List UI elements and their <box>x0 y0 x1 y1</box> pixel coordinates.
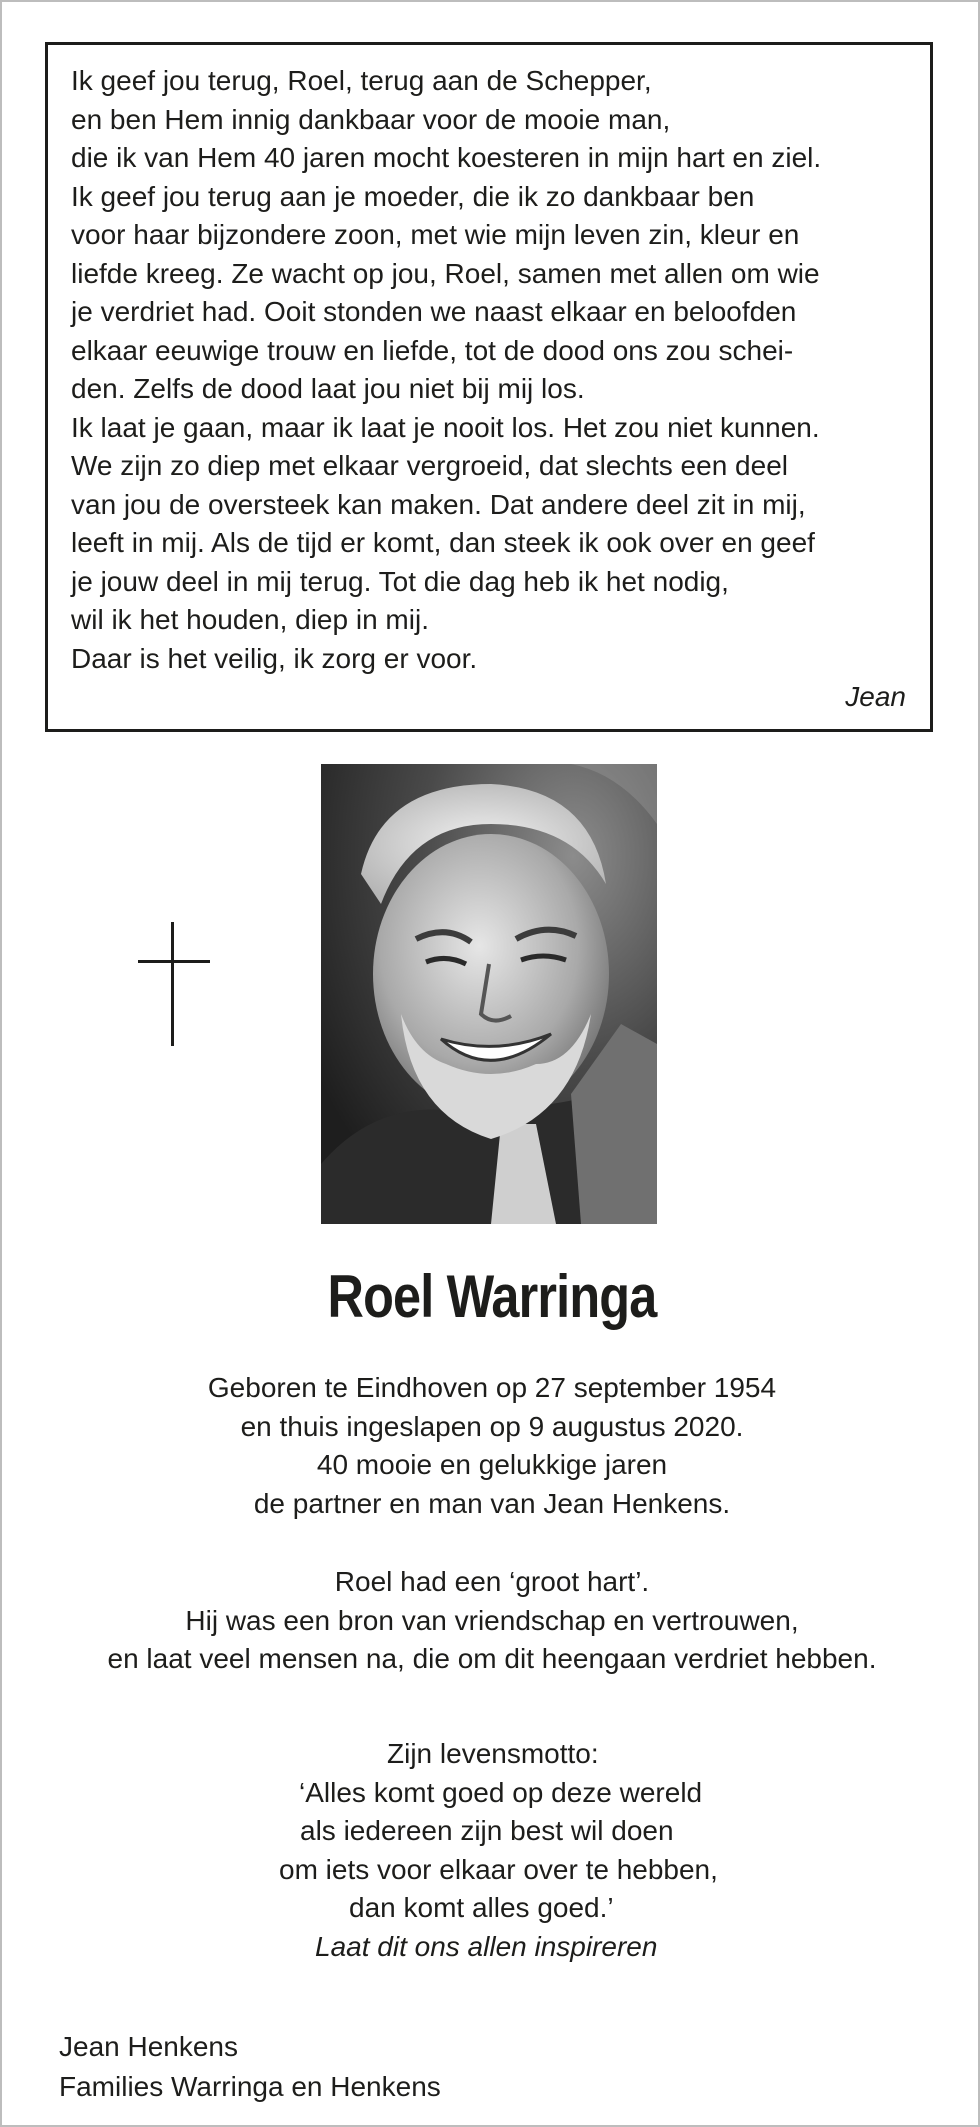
details-block <box>2 1369 980 1523</box>
motto-line: ‘Alles komt goed op deze wereld <box>299 1776 703 1808</box>
poem-line: je verdriet had. Ooit stonden we naast elkaar en beloofden <box>71 296 797 327</box>
poem-line: Ik laat je gaan, maar ik laat je nooit los. Het zou niet kunnen. <box>71 411 820 443</box>
portrait-photo <box>321 764 657 1224</box>
signatories <box>59 2027 441 2107</box>
poem-line: wil ik het houden, diep in mij. <box>71 604 429 635</box>
poem-line: elkaar eeuwige trouw en liefde, tot de dood ons zou schei- <box>71 334 794 366</box>
tribute-line: Roel had een ‘groot hart’. <box>334 1566 650 1597</box>
motto-line: om iets voor elkaar over te hebben, <box>279 1853 718 1885</box>
motto-closing: Laat dit ons allen inspireren <box>315 1930 658 1962</box>
tribute-block <box>2 1563 980 1679</box>
poem-line: en ben Hem innig dankbaar voor de mooie man, <box>71 103 671 135</box>
signatory-line: Families Warringa en Henkens <box>59 2071 441 2102</box>
motto-line: als iedereen zijn best wil doen <box>300 1815 674 1846</box>
details-line: 40 mooie en gelukkige jaren <box>316 1449 668 1480</box>
poem-line: van jou de oversteek kan maken. Dat andere deel zit in mij, <box>71 488 806 520</box>
motto-block <box>2 1735 980 1966</box>
poem-line: We zijn zo diep met elkaar vergroeid, dat slechts een deel <box>71 450 788 481</box>
details-line: de partner en man van Jean Henkens. <box>253 1487 731 1519</box>
motto-line: dan komt alles goed.’ <box>349 1892 614 1923</box>
tribute-line: Hij was een bron van vriendschap en vertrouwen, <box>185 1604 799 1636</box>
portrait-illustration <box>321 764 657 1224</box>
poem-line: Daar is het veilig, ik zorg er voor. <box>71 642 478 674</box>
poem-line: Ik geef jou terug aan je moeder, die ik zo dankbaar ben <box>71 180 755 212</box>
details-line: Geboren te Eindhoven op 27 september 1954 <box>207 1372 777 1403</box>
signatory-line: Jean Henkens <box>59 2031 239 2062</box>
poem-signature: Jean <box>845 681 906 712</box>
poem-box <box>45 42 933 732</box>
poem-line: liefde kreeg. Ze wacht op jou, Roel, samen met allen om wie <box>71 257 820 289</box>
details-line: en thuis ingeslapen op 9 augustus 2020. <box>240 1410 744 1442</box>
poem-line: Ik geef jou terug, Roel, terug aan de Schepper, <box>71 65 652 96</box>
poem-line: den. Zelfs de dood laat jou niet bij mij los. <box>71 373 585 404</box>
poem-line: leeft in mij. Als de tijd er komt, dan steek ik ook over en geef <box>71 527 815 558</box>
cross-icon <box>138 922 210 1046</box>
tribute-line: en laat veel mensen na, die om dit heengaan verdriet hebben. <box>107 1643 877 1674</box>
poem-line: voor haar bijzondere zoon, met wie mijn leven zin, kleur en <box>71 219 800 250</box>
poem-line: die ik van Hem 40 jaren mocht koesteren in mijn hart en ziel. <box>71 142 822 173</box>
deceased-name: Roel Warringa <box>327 1263 657 1330</box>
poem-line: je jouw deel in mij terug. Tot die dag heb ik het nodig, <box>71 565 729 597</box>
motto-heading: Zijn levensmotto: <box>387 1738 599 1769</box>
